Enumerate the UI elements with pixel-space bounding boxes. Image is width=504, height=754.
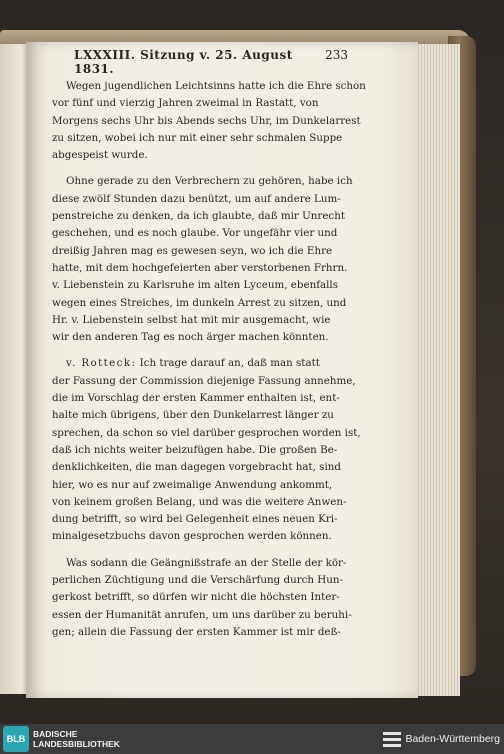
running-header: [74, 48, 348, 76]
blb-logo-icon[interactable]: BLB: [3, 726, 29, 752]
text-line: [52, 355, 350, 372]
text-line: zu sitzen, wobei ich nur mit einer sehr schmalen Suppe: [52, 131, 343, 144]
text-line: Morgens sechs Uhr bis Abends sechs Uhr, im Dunkelarrest: [52, 114, 361, 127]
text-line: hatte, mit dem hochgefeierten aber verstorbenen Frhrn.: [52, 261, 348, 274]
text-line: wegen eines Streiches, im dunkeln Arrest zu sitzen, und: [52, 296, 347, 309]
footer-bar: [0, 724, 504, 754]
text-line: von keinem großen Belang, und was die weitere Anwen-: [52, 495, 347, 508]
paragraph-3: [52, 355, 361, 545]
text-line: penstreiche zu denken, da ich glaubte, daß mir Unrecht: [52, 210, 345, 223]
text-line: v. Liebenstein zu Karlsruhe im alten Lyceum, ebenfalls: [52, 279, 339, 292]
page-body: [52, 78, 366, 650]
text-line: vor fünf und vierzig Jahren zweimal in Rastatt, von: [52, 97, 319, 110]
text-line: Wegen jugendlichen Leichtsinns hatte ich die Ehre schon: [66, 80, 366, 92]
library-name[interactable]: [33, 729, 120, 749]
page-number: 233: [325, 48, 348, 62]
library-name-line2: LANDESBIBLIOTHEK: [33, 739, 120, 749]
text-line: hier, wo es nur auf zweimalige Anwendung ankommt,: [52, 478, 333, 491]
text-line: perlichen Züchtigung und die Verschärfung durch Hun-: [52, 574, 344, 587]
state-name: Baden-Württemberg: [405, 733, 500, 745]
state-coat-of-arms-icon: [383, 730, 401, 748]
text-line: abgespeist wurde.: [52, 149, 148, 162]
text-line: gerkost betrifft, so dürfen wir nicht die höchsten Inter-: [52, 591, 340, 604]
text-line: denklichkeiten, die man dagegen vorgebracht hat, sind: [52, 461, 341, 474]
session-title: LXXXIII. Sitzung v. 25. August 1831.: [74, 48, 293, 76]
text-line: halte mich übrigens, über den Dunkelarrest länger zu: [52, 409, 334, 422]
text-line: der Fassung der Commission diejenige Fassung annehme,: [52, 374, 356, 387]
text-line: gen; allein die Fassung der ersten Kammer ist mir deß-: [52, 625, 341, 638]
text-line: dreißig Jahren mag es gewesen seyn, wo ich die Ehre: [52, 244, 333, 257]
text-line: Hr. v. Liebenstein selbst hat mit mir ausgemacht, wie: [52, 313, 331, 326]
paragraph-1: [52, 78, 366, 164]
baden-wuerttemberg-logo[interactable]: [383, 730, 500, 748]
text-line: daß ich nichts weiter beizufügen habe. Die großen Be-: [52, 443, 338, 456]
text-line: Was sodann die Geängnißstrafe an der Stelle der kör-: [66, 556, 347, 569]
text-fragment: Ich trage darauf an, daß man statt: [136, 357, 320, 370]
text-line: diese zwölf Stunden dazu benützt, um auf andere Lum-: [52, 192, 341, 205]
text-line: geschehen, und es noch glaube. Vor ungefähr vier und: [52, 227, 338, 240]
speaker-name: v. Rotteck:: [66, 357, 137, 370]
text-line: die im Vorschlag der ersten Kammer enthalten ist, ent-: [52, 392, 340, 405]
text-line: Ohne gerade zu den Verbrechern zu gehören, habe ich: [66, 175, 353, 188]
paragraph-4: [52, 555, 350, 641]
text-line: sprechen, da schon so viel darüber gesprochen worden ist,: [52, 426, 361, 439]
text-line: wir den anderen Tag es noch ärger machen könnten.: [52, 331, 329, 344]
text-line: minalgesetzbuchs davon gesprochen werden können.: [52, 530, 332, 543]
text-line: dung betrifft, so wird bei Gelegenheit eines neuen Kri-: [52, 513, 338, 526]
text-line: essen der Humanität anrufen, um uns darüber zu beruhi-: [52, 608, 352, 621]
paragraph-2: [52, 173, 353, 346]
library-name-line1: BADISCHE: [33, 729, 78, 739]
